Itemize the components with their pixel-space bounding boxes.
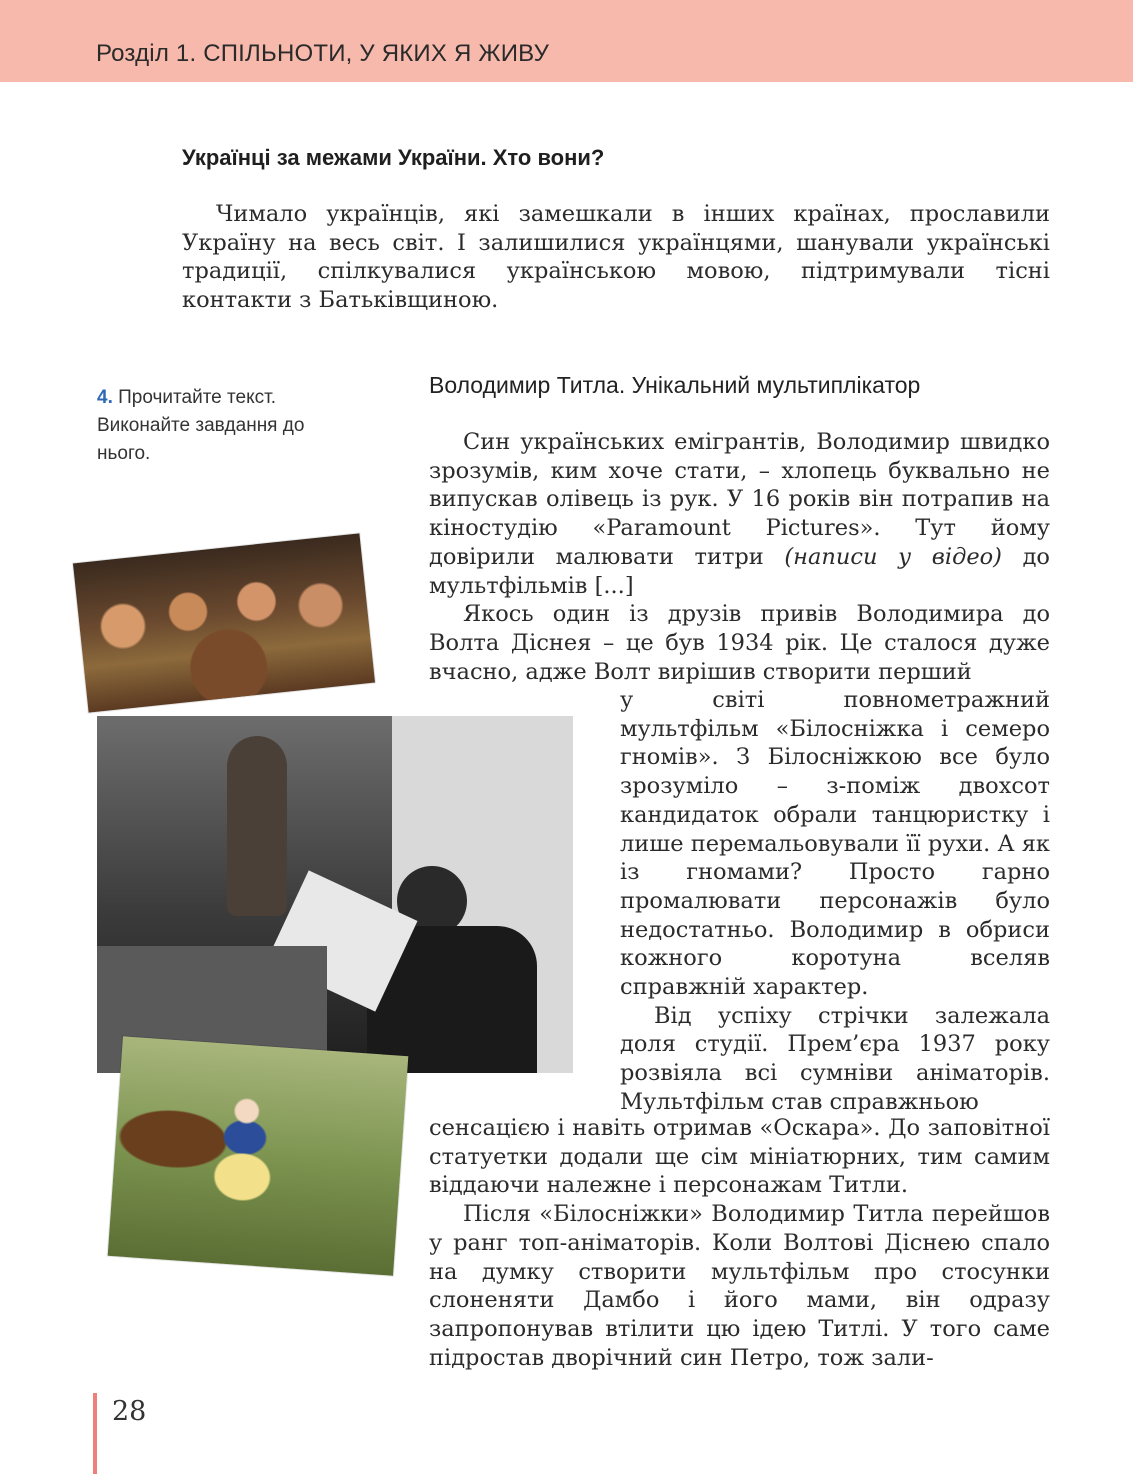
intro-paragraph: Чимало українців, які замешкали в інших країнах, прославили Україну на весь світ. І залишилися українцями, шанували українські традиції, спілкувалися українською мовою, підтримували тісні контакти з Батьківщиною. bbox=[182, 201, 1050, 313]
paragraph-1-end: до мультфільмів [...] bbox=[429, 543, 1050, 599]
article-paragraph-1 bbox=[429, 428, 1050, 600]
article-column-side bbox=[620, 686, 1050, 1117]
article-title: Володимир Титла. Унікальний мультиплікатор bbox=[429, 372, 921, 398]
article-column-bottom bbox=[429, 1114, 1050, 1372]
seven-dwarfs-scene bbox=[73, 533, 375, 712]
article-paragraph-2-top: Якось один із друзів привів Володимира до Волта Діснея – це був 1934 рік. Це сталося дуже вчасно, адже Волт вирішив створити перший bbox=[429, 601, 1050, 685]
page-accent-bar bbox=[93, 1393, 97, 1474]
paragraph-1-start: Син українських емігрантів, Володимир швидко зрозумів, ким хоче стати, – хлопець буквально не випускав олівець із рук. У 16 років він потрапив на кіностудію «Paramount Pictures». Тут йому довірили малювати титри bbox=[429, 429, 1050, 570]
snow-white-scene bbox=[108, 1036, 409, 1275]
sculpture bbox=[227, 736, 287, 916]
chapter-header bbox=[0, 0, 1133, 82]
article-paragraph-3-side: Від успіху стрічки залежала доля студії. Прем’єра 1937 року розвіяла всі сумніви аніматорів. Мультфільм став справжньою bbox=[620, 1002, 1050, 1115]
section-title: Українці за межами України. Хто вони? bbox=[182, 145, 605, 170]
article-paragraph-2-side: у світі повнометражний мультфільм «Білосніжка і семеро гномів». З Білосніжкою все було зрозуміло – з-поміж двохсот кандидаток обрали танцюристку і лише перемальовували її рухи. А як із гномами? Просто гарно промалювати персонажів було недостатньо. Володимир в обриси кожного коротуна вселяв справжній характер. bbox=[620, 687, 1050, 1001]
task-text: Прочитайте текст. Виконайте завдання до нього. bbox=[97, 387, 305, 464]
chapter-title: Розділ 1. СПІЛЬНОТИ, У ЯКИХ Я ЖИВУ bbox=[96, 40, 550, 67]
article-paragraph-4: Після «Білосніжки» Володимир Титла перейшов у ранг топ-аніматорів. Коли Волтові Діснею спало на думку створити мультфільм про стосунки слоненяти Дамбо і його мами, він одразу запропонував втілити цю ідею Титлі. У того саме підростав дворічний син Петро, тож зали- bbox=[429, 1201, 1050, 1371]
animator-at-desk-photo bbox=[97, 716, 573, 1073]
task-number: 4. bbox=[97, 387, 113, 408]
paragraph-1-italic: (написи у відео) bbox=[784, 543, 1002, 570]
task-instruction bbox=[97, 384, 337, 468]
article-paragraph-3-rest: сенсацією і навіть отримав «Оскара». До заповітної статуетки додали ще сім мініатюрних, тим самим віддаючи належне і персонажам Титли. bbox=[429, 1115, 1050, 1199]
article-column-top bbox=[429, 428, 1050, 686]
page-number: 28 bbox=[112, 1396, 147, 1427]
